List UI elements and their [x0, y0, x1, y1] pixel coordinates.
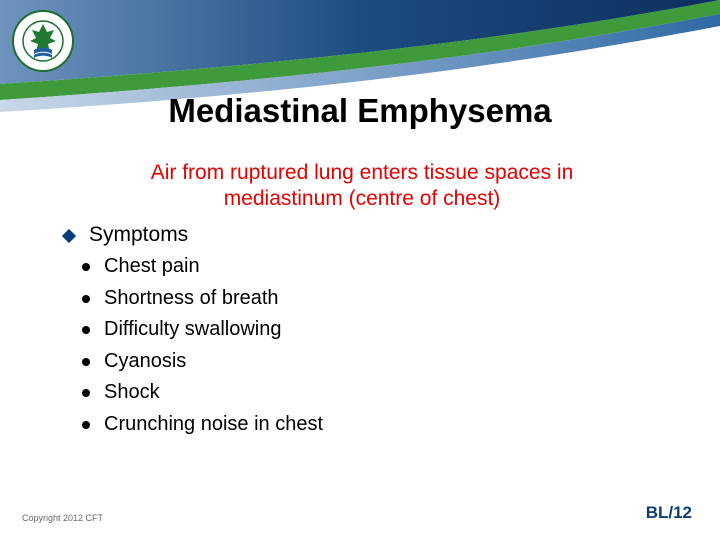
list-item-text: Shortness of breath — [104, 286, 279, 309]
copyright-text: Copyright 2012 CFT — [22, 513, 104, 523]
diamond-bullet-icon — [62, 229, 76, 243]
list-item-text: Crunching noise in chest — [104, 412, 324, 435]
list-item-text: Chest pain — [104, 255, 200, 277]
slide-title: Mediastinal Emphysema — [168, 92, 552, 129]
bullet-dot-icon — [82, 295, 90, 303]
bullet-dot-icon — [82, 263, 90, 271]
bullet-dot-icon — [82, 421, 90, 429]
list-item-text: Shock — [104, 381, 160, 403]
organization-logo — [12, 10, 74, 72]
slide-subtitle: Air from ruptured lung enters tissue spaces in mediastinum (centre of chest) — [150, 161, 574, 210]
list-item-text: Difficulty swallowing — [104, 318, 282, 340]
list-item-text: Cyanosis — [104, 349, 187, 372]
slide-number: BL/12 — [645, 503, 692, 522]
bullet-dot-icon — [82, 326, 90, 334]
bullet-dot-icon — [82, 389, 90, 397]
bullet-dot-icon — [82, 358, 90, 366]
main-bullet-text: Symptoms — [89, 223, 189, 246]
